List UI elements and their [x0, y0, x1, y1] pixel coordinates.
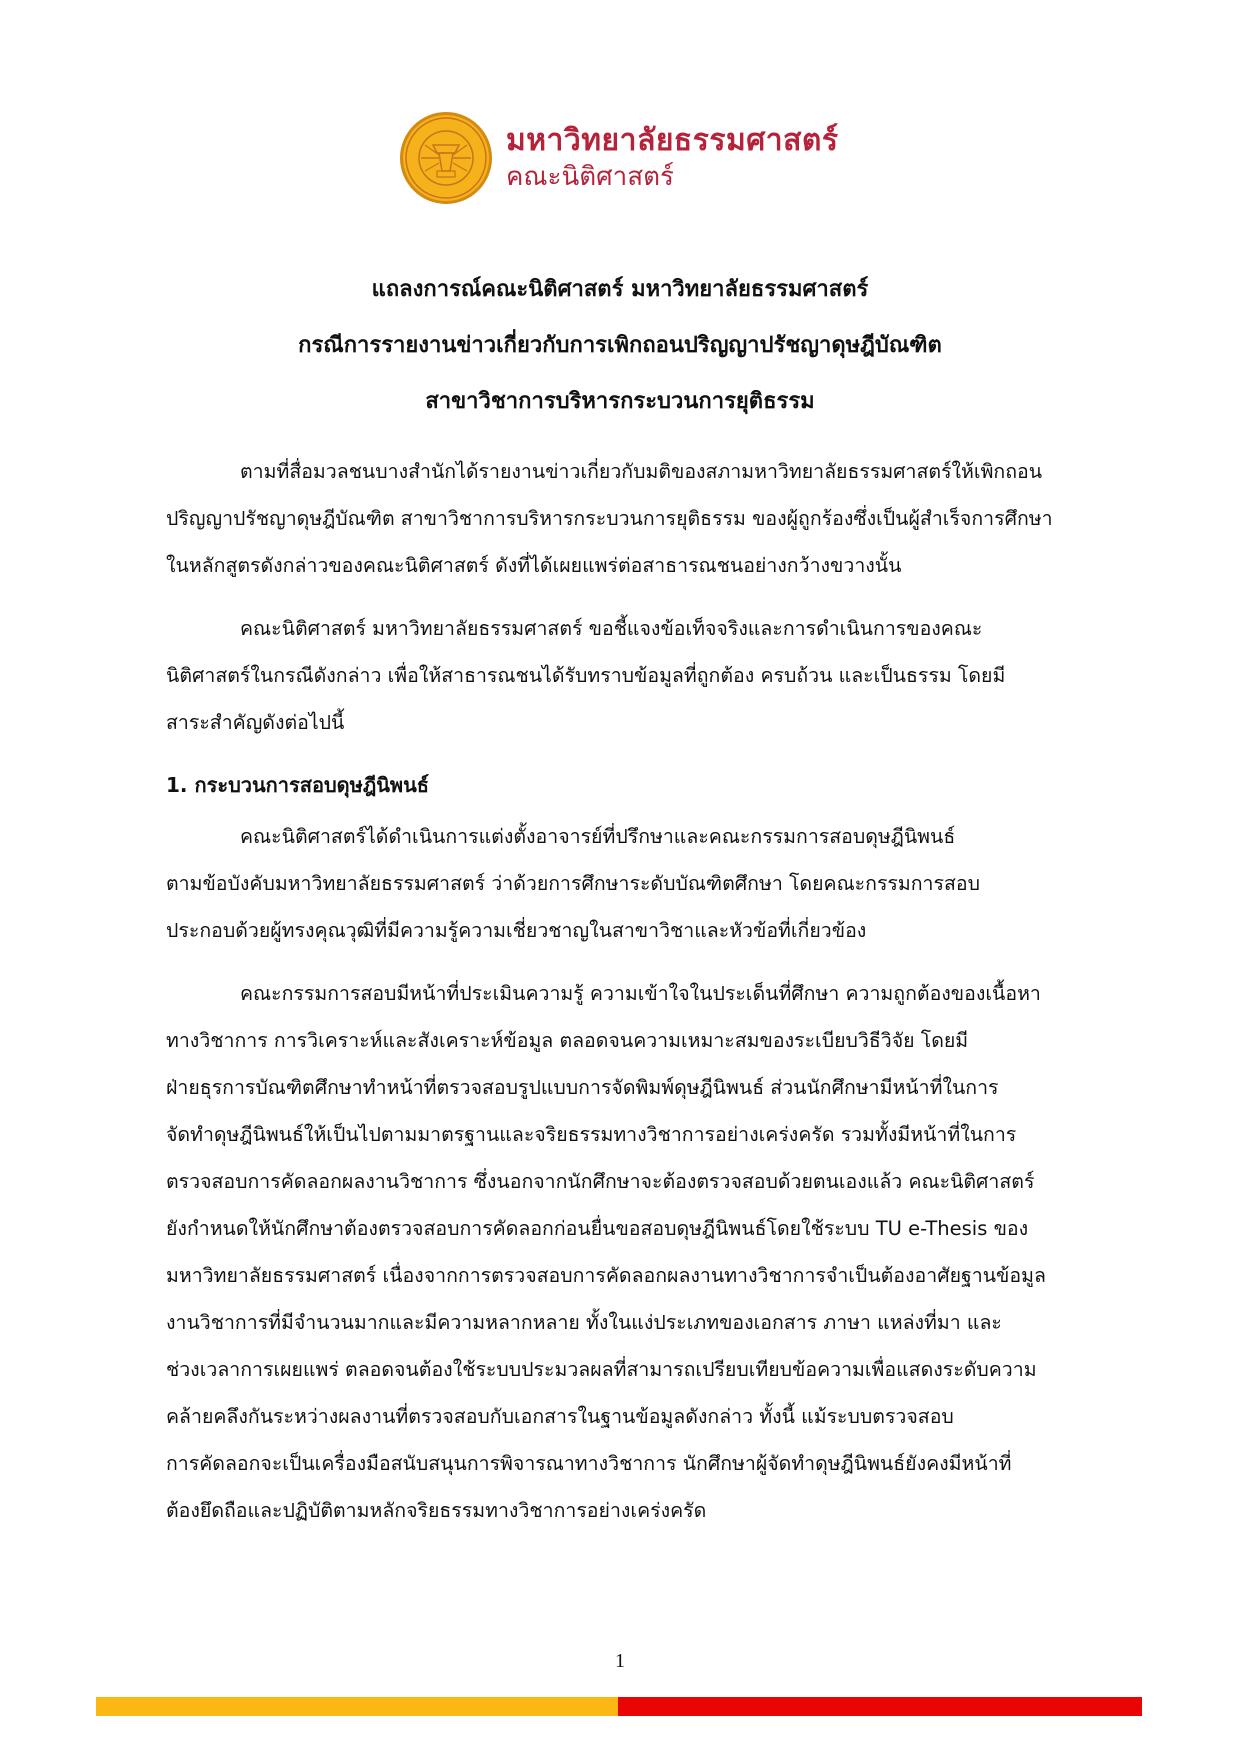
- text-line: สาระสำคัญดังต่อไปนี้: [166, 711, 345, 734]
- text-line: ประกอบด้วยผู้ทรงคุณวุฒิที่มีความรู้ความเชี่ยวชาญในสาขาวิชาและหัวข้อที่เกี่ยวข้อง: [166, 919, 867, 942]
- text-line: มหาวิทยาลัยธรรมศาสตร์ เนื่องจากการตรวจสอบการคัดลอกผลงานทางวิชาการจำเป็นต้องอาศัยฐานข้อมูล: [166, 1264, 1046, 1287]
- text-line: คณะนิติศาสตร์ มหาวิทยาลัยธรรมศาสตร์ ขอชี้แจงข้อเท็จจริงและการดำเนินการของคณะ: [240, 617, 983, 640]
- document-title: [0, 262, 1240, 430]
- university-name: มหาวิทยาลัยธรรมศาสตร์: [506, 123, 839, 158]
- text-line: ต้องยึดถือและปฏิบัติตามหลักจริยธรรมทางวิชาการอย่างเคร่งครัด: [166, 1499, 707, 1522]
- title-line-3: สาขาวิชาการบริหารกระบวนการยุติธรรม: [425, 389, 815, 414]
- text-line: ฝ่ายธุรการบัณฑิตศึกษาทำหน้าที่ตรวจสอบรูปแบบการจัดพิมพ์ดุษฎีนิพนธ์ ส่วนนักศึกษามีหน้าที่ในการ: [166, 1076, 999, 1099]
- text-line: จัดทำดุษฎีนิพนธ์ให้เป็นไปตามมาตรฐานและจริยธรรมทางวิชาการอย่างเคร่งครัด รวมทั้งมีหน้าที่ในการ: [166, 1123, 1017, 1146]
- paragraph-intro: [166, 448, 1096, 589]
- paragraph-clarification: [166, 605, 1096, 746]
- text-line: ในหลักสูตรดังกล่าวของคณะนิติศาสตร์ ดังที่ได้เผยแพร่ต่อสาธารณชนอย่างกว้างขวางนั้น: [166, 554, 902, 577]
- faculty-name: คณะนิติศาสตร์: [506, 162, 674, 192]
- text-line: คณะกรรมการสอบมีหน้าที่ประเมินความรู้ ความเข้าใจในประเด็นที่ศึกษา ความถูกต้องของเนื้อหา: [240, 982, 1041, 1005]
- text-line: การคัดลอกจะเป็นเครื่องมือสนับสนุนการพิจารณาทางวิชาการ นักศึกษาผู้จัดทำดุษฎีนิพนธ์ยังคงมีหน้าที่: [166, 1452, 1012, 1475]
- paragraph-committee: [166, 813, 1096, 954]
- text-line: ปริญญาปรัชญาดุษฎีบัณฑิต สาขาวิชาการบริหารกระบวนการยุติธรรม ของผู้ถูกร้องซึ่งเป็นผู้สำเร็จการศึกษา: [166, 507, 1053, 530]
- text-line: คล้ายคลึงกันระหว่างผลงานที่ตรวจสอบกับเอกสารในฐานข้อมูลดังกล่าว ทั้งนี้ แม้ระบบตรวจสอบ: [166, 1405, 954, 1428]
- text-line: นิติศาสตร์ในกรณีดังกล่าว เพื่อให้สาธารณชนได้รับทราบข้อมูลที่ถูกต้อง ครบถ้วน และเป็นธรรม โดยมี: [166, 664, 1006, 687]
- section-heading-1: 1. กระบวนการสอบดุษฎีนิพนธ์: [166, 773, 429, 797]
- text-line: ตามที่สื่อมวลชนบางสำนักได้รายงานข่าวเกี่ยวกับมติของสภามหาวิทยาลัยธรรมศาสตร์ให้เพิกถอน: [240, 460, 1043, 483]
- university-seal-icon: [400, 112, 492, 204]
- text-line: ทางวิชาการ การวิเคราะห์และสังเคราะห์ข้อมูล ตลอดจนความเหมาะสมของระเบียบวิธีวิจัย โดยมี: [166, 1029, 969, 1052]
- text-line: งานวิชาการที่มีจำนวนมากและมีความหลากหลาย ทั้งในแง่ประเภทของเอกสาร ภาษา แหล่งที่มา และ: [166, 1311, 1002, 1334]
- text-line: ตามข้อบังคับมหาวิทยาลัยธรรมศาสตร์ ว่าด้วยการศึกษาระดับบัณฑิตศึกษา โดยคณะกรรมการสอบ: [166, 872, 980, 895]
- letterhead: [400, 112, 839, 204]
- paragraph-duties: [166, 970, 1096, 1534]
- text-line: ช่วงเวลาการเผยแพร่ ตลอดจนต้องใช้ระบบประมวลผลที่สามารถเปรียบเทียบข้อความเพื่อแสดงระดับความ: [166, 1358, 1037, 1381]
- footer-bar-yellow: [96, 1697, 618, 1716]
- footer-bar-red: [618, 1697, 1142, 1716]
- title-line-1: แถลงการณ์คณะนิติศาสตร์ มหาวิทยาลัยธรรมศาสตร์: [371, 277, 869, 302]
- text-line: ตรวจสอบการคัดลอกผลงานวิชาการ ซึ่งนอกจากนักศึกษาจะต้องตรวจสอบด้วยตนเองแล้ว คณะนิติศาสตร์: [166, 1170, 1035, 1193]
- document-body: [166, 448, 1096, 1534]
- text-line: คณะนิติศาสตร์ได้ดำเนินการแต่งตั้งอาจารย์ที่ปรึกษาและคณะกรรมการสอบดุษฎีนิพนธ์: [240, 825, 956, 848]
- title-line-2: กรณีการรายงานข่าวเกี่ยวกับการเพิกถอนปริญญาปรัชญาดุษฎีบัณฑิต: [298, 333, 942, 358]
- page-number: 1: [615, 1650, 625, 1672]
- text-line: ยังกำหนดให้นักศึกษาต้องตรวจสอบการคัดลอกก่อนยื่นขอสอบดุษฎีนิพนธ์โดยใช้ระบบ TU e-Thesis ของ: [166, 1217, 1029, 1240]
